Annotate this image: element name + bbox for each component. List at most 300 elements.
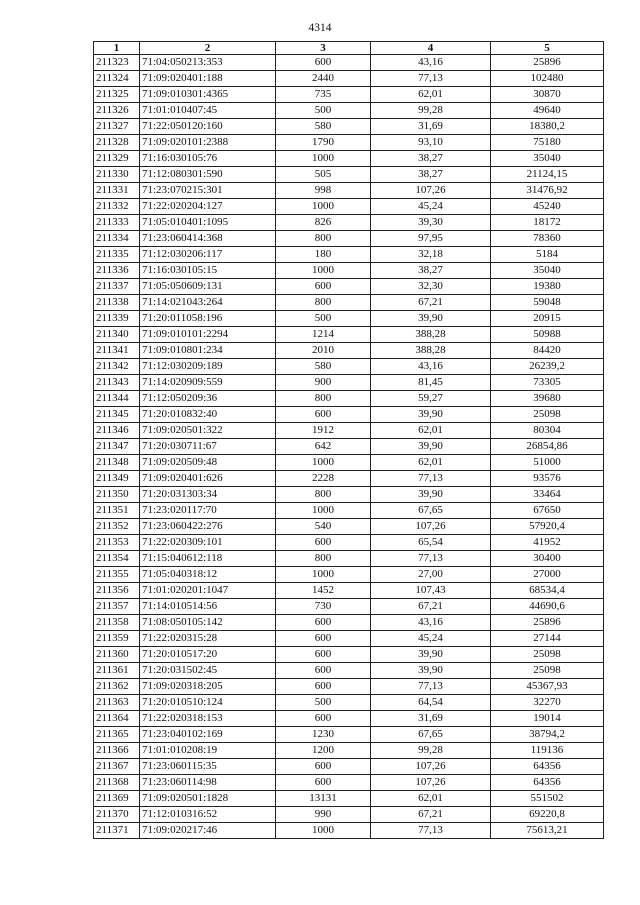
cell-cadastral-number: 71:09:020318:205 bbox=[140, 679, 276, 695]
cell-cadastral-number: 71:14:020909:559 bbox=[140, 375, 276, 391]
cell-value: 59048 bbox=[491, 295, 604, 311]
cell-area: 2440 bbox=[276, 71, 371, 87]
cell-value: 35040 bbox=[491, 151, 604, 167]
cell-rate: 62,01 bbox=[371, 455, 491, 471]
cell-row-number: 211363 bbox=[94, 695, 140, 711]
cell-cadastral-number: 71:05:010401:1095 bbox=[140, 215, 276, 231]
cell-area: 500 bbox=[276, 695, 371, 711]
cell-row-number: 211323 bbox=[94, 55, 140, 71]
cell-row-number: 211325 bbox=[94, 87, 140, 103]
table-row bbox=[94, 263, 604, 279]
cell-cadastral-number: 71:09:020501:322 bbox=[140, 423, 276, 439]
cell-area: 500 bbox=[276, 311, 371, 327]
table-row bbox=[94, 87, 604, 103]
cell-area: 1200 bbox=[276, 743, 371, 759]
table-body bbox=[94, 55, 604, 839]
cell-area: 800 bbox=[276, 551, 371, 567]
cell-area: 1790 bbox=[276, 135, 371, 151]
cell-cadastral-number: 71:01:020201:1047 bbox=[140, 583, 276, 599]
cell-cadastral-number: 71:15:040612:118 bbox=[140, 551, 276, 567]
cell-cadastral-number: 71:12:010316:52 bbox=[140, 807, 276, 823]
table-row bbox=[94, 535, 604, 551]
cell-rate: 67,21 bbox=[371, 295, 491, 311]
cell-row-number: 211361 bbox=[94, 663, 140, 679]
cell-area: 600 bbox=[276, 279, 371, 295]
cell-cadastral-number: 71:14:010514:56 bbox=[140, 599, 276, 615]
cell-area: 1000 bbox=[276, 567, 371, 583]
table-row bbox=[94, 375, 604, 391]
table-row bbox=[94, 599, 604, 615]
cell-value: 25098 bbox=[491, 407, 604, 423]
cell-area: 1452 bbox=[276, 583, 371, 599]
cell-value: 27000 bbox=[491, 567, 604, 583]
cell-cadastral-number: 71:23:040102:169 bbox=[140, 727, 276, 743]
cell-rate: 93,10 bbox=[371, 135, 491, 151]
cell-row-number: 211355 bbox=[94, 567, 140, 583]
cell-value: 102480 bbox=[491, 71, 604, 87]
cell-area: 600 bbox=[276, 679, 371, 695]
cell-cadastral-number: 71:20:031303:34 bbox=[140, 487, 276, 503]
cell-area: 600 bbox=[276, 631, 371, 647]
cell-area: 990 bbox=[276, 807, 371, 823]
cell-row-number: 211337 bbox=[94, 279, 140, 295]
table-row bbox=[94, 663, 604, 679]
cell-cadastral-number: 71:12:050209:36 bbox=[140, 391, 276, 407]
cell-row-number: 211332 bbox=[94, 199, 140, 215]
cell-area: 1000 bbox=[276, 263, 371, 279]
cell-area: 540 bbox=[276, 519, 371, 535]
cell-value: 21124,15 bbox=[491, 167, 604, 183]
cell-row-number: 211342 bbox=[94, 359, 140, 375]
cell-cadastral-number: 71:20:010832:40 bbox=[140, 407, 276, 423]
cell-value: 31476,92 bbox=[491, 183, 604, 199]
cell-row-number: 211333 bbox=[94, 215, 140, 231]
cell-value: 25896 bbox=[491, 615, 604, 631]
cell-rate: 39,90 bbox=[371, 439, 491, 455]
table-row bbox=[94, 327, 604, 343]
cell-row-number: 211368 bbox=[94, 775, 140, 791]
column-header-2: 2 bbox=[140, 42, 276, 55]
cell-cadastral-number: 71:09:010801:234 bbox=[140, 343, 276, 359]
cell-cadastral-number: 71:09:020101:2388 bbox=[140, 135, 276, 151]
cell-value: 44690,6 bbox=[491, 599, 604, 615]
table-row bbox=[94, 647, 604, 663]
cell-rate: 64,54 bbox=[371, 695, 491, 711]
cell-cadastral-number: 71:09:020217:46 bbox=[140, 823, 276, 839]
cell-rate: 388,28 bbox=[371, 327, 491, 343]
cell-area: 826 bbox=[276, 215, 371, 231]
table-row bbox=[94, 343, 604, 359]
cell-cadastral-number: 71:23:060414:368 bbox=[140, 231, 276, 247]
cell-area: 998 bbox=[276, 183, 371, 199]
table-row bbox=[94, 807, 604, 823]
cell-rate: 38,27 bbox=[371, 151, 491, 167]
table-row bbox=[94, 791, 604, 807]
cell-rate: 107,26 bbox=[371, 183, 491, 199]
data-table bbox=[93, 41, 604, 839]
table-row bbox=[94, 631, 604, 647]
cell-area: 1000 bbox=[276, 199, 371, 215]
cell-value: 80304 bbox=[491, 423, 604, 439]
cell-rate: 45,24 bbox=[371, 199, 491, 215]
cell-value: 73305 bbox=[491, 375, 604, 391]
cell-rate: 107,26 bbox=[371, 519, 491, 535]
cell-value: 5184 bbox=[491, 247, 604, 263]
cell-value: 25098 bbox=[491, 663, 604, 679]
cell-value: 551502 bbox=[491, 791, 604, 807]
cell-area: 800 bbox=[276, 391, 371, 407]
cell-value: 50988 bbox=[491, 327, 604, 343]
cell-area: 1230 bbox=[276, 727, 371, 743]
cell-rate: 67,21 bbox=[371, 599, 491, 615]
cell-cadastral-number: 71:16:030105:15 bbox=[140, 263, 276, 279]
cell-area: 800 bbox=[276, 231, 371, 247]
table-row bbox=[94, 823, 604, 839]
cell-row-number: 211371 bbox=[94, 823, 140, 839]
cell-rate: 77,13 bbox=[371, 679, 491, 695]
cell-value: 93576 bbox=[491, 471, 604, 487]
cell-rate: 39,90 bbox=[371, 663, 491, 679]
table-row bbox=[94, 551, 604, 567]
cell-value: 32270 bbox=[491, 695, 604, 711]
cell-value: 18380,2 bbox=[491, 119, 604, 135]
column-header-5: 5 bbox=[491, 42, 604, 55]
table-row bbox=[94, 743, 604, 759]
cell-cadastral-number: 71:12:030206:117 bbox=[140, 247, 276, 263]
cell-value: 68534,4 bbox=[491, 583, 604, 599]
cell-row-number: 211356 bbox=[94, 583, 140, 599]
cell-cadastral-number: 71:01:010208:19 bbox=[140, 743, 276, 759]
cell-value: 26239,2 bbox=[491, 359, 604, 375]
cell-cadastral-number: 71:23:060422:276 bbox=[140, 519, 276, 535]
cell-rate: 67,21 bbox=[371, 807, 491, 823]
cell-cadastral-number: 71:22:020315:28 bbox=[140, 631, 276, 647]
cell-value: 67650 bbox=[491, 503, 604, 519]
cell-area: 600 bbox=[276, 535, 371, 551]
cell-area: 600 bbox=[276, 55, 371, 71]
cell-row-number: 211335 bbox=[94, 247, 140, 263]
cell-area: 180 bbox=[276, 247, 371, 263]
cell-cadastral-number: 71:20:010510:124 bbox=[140, 695, 276, 711]
cell-area: 800 bbox=[276, 487, 371, 503]
cell-area: 13131 bbox=[276, 791, 371, 807]
cell-row-number: 211345 bbox=[94, 407, 140, 423]
table-row bbox=[94, 199, 604, 215]
cell-area: 2228 bbox=[276, 471, 371, 487]
cell-area: 1214 bbox=[276, 327, 371, 343]
cell-area: 600 bbox=[276, 615, 371, 631]
table-row bbox=[94, 167, 604, 183]
table-row bbox=[94, 503, 604, 519]
table-row bbox=[94, 215, 604, 231]
cell-value: 38794,2 bbox=[491, 727, 604, 743]
cell-cadastral-number: 71:09:010301:4365 bbox=[140, 87, 276, 103]
cell-rate: 27,00 bbox=[371, 567, 491, 583]
cell-value: 18172 bbox=[491, 215, 604, 231]
cell-area: 600 bbox=[276, 663, 371, 679]
cell-area: 580 bbox=[276, 119, 371, 135]
column-header-4: 4 bbox=[371, 42, 491, 55]
cell-row-number: 211324 bbox=[94, 71, 140, 87]
cell-rate: 67,65 bbox=[371, 727, 491, 743]
cell-rate: 388,28 bbox=[371, 343, 491, 359]
cell-rate: 77,13 bbox=[371, 823, 491, 839]
cell-value: 69220,8 bbox=[491, 807, 604, 823]
cell-value: 119136 bbox=[491, 743, 604, 759]
cell-area: 1000 bbox=[276, 151, 371, 167]
table-row bbox=[94, 423, 604, 439]
cell-area: 600 bbox=[276, 711, 371, 727]
cell-row-number: 211354 bbox=[94, 551, 140, 567]
cell-cadastral-number: 71:16:030105:76 bbox=[140, 151, 276, 167]
cell-rate: 31,69 bbox=[371, 711, 491, 727]
cell-rate: 45,24 bbox=[371, 631, 491, 647]
header-row bbox=[94, 42, 604, 55]
cell-rate: 107,26 bbox=[371, 759, 491, 775]
table-row bbox=[94, 279, 604, 295]
cell-row-number: 211351 bbox=[94, 503, 140, 519]
cell-rate: 65,54 bbox=[371, 535, 491, 551]
cell-rate: 59,27 bbox=[371, 391, 491, 407]
cell-cadastral-number: 71:08:050105:142 bbox=[140, 615, 276, 631]
cell-rate: 38,27 bbox=[371, 263, 491, 279]
cell-rate: 43,16 bbox=[371, 55, 491, 71]
cell-area: 730 bbox=[276, 599, 371, 615]
cell-rate: 39,90 bbox=[371, 407, 491, 423]
cell-value: 30400 bbox=[491, 551, 604, 567]
cell-value: 30870 bbox=[491, 87, 604, 103]
cell-cadastral-number: 71:14:021043:264 bbox=[140, 295, 276, 311]
cell-row-number: 211327 bbox=[94, 119, 140, 135]
cell-row-number: 211341 bbox=[94, 343, 140, 359]
cell-row-number: 211326 bbox=[94, 103, 140, 119]
cell-rate: 62,01 bbox=[371, 87, 491, 103]
table-row bbox=[94, 679, 604, 695]
cell-cadastral-number: 71:20:010517:20 bbox=[140, 647, 276, 663]
cell-rate: 39,90 bbox=[371, 647, 491, 663]
cell-value: 75180 bbox=[491, 135, 604, 151]
cell-row-number: 211338 bbox=[94, 295, 140, 311]
cell-value: 25098 bbox=[491, 647, 604, 663]
cell-cadastral-number: 71:22:020318:153 bbox=[140, 711, 276, 727]
cell-area: 2010 bbox=[276, 343, 371, 359]
cell-area: 600 bbox=[276, 647, 371, 663]
cell-area: 1000 bbox=[276, 823, 371, 839]
cell-rate: 77,13 bbox=[371, 71, 491, 87]
cell-rate: 32,18 bbox=[371, 247, 491, 263]
cell-row-number: 211328 bbox=[94, 135, 140, 151]
column-header-3: 3 bbox=[276, 42, 371, 55]
cell-rate: 39,90 bbox=[371, 311, 491, 327]
table-row bbox=[94, 567, 604, 583]
cell-row-number: 211369 bbox=[94, 791, 140, 807]
cell-value: 84420 bbox=[491, 343, 604, 359]
cell-row-number: 211366 bbox=[94, 743, 140, 759]
cell-row-number: 211352 bbox=[94, 519, 140, 535]
cell-area: 600 bbox=[276, 775, 371, 791]
table-row bbox=[94, 359, 604, 375]
cell-value: 78360 bbox=[491, 231, 604, 247]
table-row bbox=[94, 759, 604, 775]
cell-row-number: 211340 bbox=[94, 327, 140, 343]
cell-row-number: 211344 bbox=[94, 391, 140, 407]
cell-rate: 107,43 bbox=[371, 583, 491, 599]
cell-cadastral-number: 71:09:020401:626 bbox=[140, 471, 276, 487]
cell-row-number: 211350 bbox=[94, 487, 140, 503]
cell-area: 600 bbox=[276, 407, 371, 423]
cell-row-number: 211349 bbox=[94, 471, 140, 487]
cell-row-number: 211357 bbox=[94, 599, 140, 615]
cell-row-number: 211330 bbox=[94, 167, 140, 183]
cell-row-number: 211346 bbox=[94, 423, 140, 439]
cell-cadastral-number: 71:22:020204:127 bbox=[140, 199, 276, 215]
cell-area: 642 bbox=[276, 439, 371, 455]
page-number: 4314 bbox=[308, 22, 332, 34]
table-row bbox=[94, 471, 604, 487]
cell-value: 19380 bbox=[491, 279, 604, 295]
table-row bbox=[94, 487, 604, 503]
cell-rate: 62,01 bbox=[371, 791, 491, 807]
cell-row-number: 211347 bbox=[94, 439, 140, 455]
cell-value: 49640 bbox=[491, 103, 604, 119]
cell-value: 45367,93 bbox=[491, 679, 604, 695]
table-row bbox=[94, 71, 604, 87]
cell-value: 27144 bbox=[491, 631, 604, 647]
cell-area: 500 bbox=[276, 103, 371, 119]
cell-value: 57920,4 bbox=[491, 519, 604, 535]
cell-cadastral-number: 71:20:030711:67 bbox=[140, 439, 276, 455]
cell-cadastral-number: 71:09:020401:188 bbox=[140, 71, 276, 87]
cell-rate: 31,69 bbox=[371, 119, 491, 135]
cell-cadastral-number: 71:23:060114:98 bbox=[140, 775, 276, 791]
cell-cadastral-number: 71:01:010407:45 bbox=[140, 103, 276, 119]
cell-value: 35040 bbox=[491, 263, 604, 279]
cell-value: 51000 bbox=[491, 455, 604, 471]
cell-row-number: 211364 bbox=[94, 711, 140, 727]
cell-row-number: 211343 bbox=[94, 375, 140, 391]
table-row bbox=[94, 775, 604, 791]
cell-value: 75613,21 bbox=[491, 823, 604, 839]
cell-row-number: 211331 bbox=[94, 183, 140, 199]
table-row bbox=[94, 119, 604, 135]
table-header bbox=[94, 42, 604, 55]
cell-rate: 39,30 bbox=[371, 215, 491, 231]
cell-rate: 81,45 bbox=[371, 375, 491, 391]
cell-cadastral-number: 71:23:060115:35 bbox=[140, 759, 276, 775]
cell-rate: 99,28 bbox=[371, 743, 491, 759]
cell-cadastral-number: 71:12:080301:590 bbox=[140, 167, 276, 183]
cell-rate: 77,13 bbox=[371, 471, 491, 487]
cell-value: 19014 bbox=[491, 711, 604, 727]
cell-rate: 77,13 bbox=[371, 551, 491, 567]
table-row bbox=[94, 407, 604, 423]
cell-area: 505 bbox=[276, 167, 371, 183]
cell-cadastral-number: 71:22:050120:160 bbox=[140, 119, 276, 135]
cell-value: 33464 bbox=[491, 487, 604, 503]
table-row bbox=[94, 583, 604, 599]
cell-value: 20915 bbox=[491, 311, 604, 327]
cell-row-number: 211367 bbox=[94, 759, 140, 775]
cell-area: 1912 bbox=[276, 423, 371, 439]
cell-rate: 99,28 bbox=[371, 103, 491, 119]
cell-area: 1000 bbox=[276, 503, 371, 519]
cell-cadastral-number: 71:12:030209:189 bbox=[140, 359, 276, 375]
table-row bbox=[94, 615, 604, 631]
cell-row-number: 211336 bbox=[94, 263, 140, 279]
cell-rate: 97,95 bbox=[371, 231, 491, 247]
table-row bbox=[94, 311, 604, 327]
cell-cadastral-number: 71:09:020501:1828 bbox=[140, 791, 276, 807]
table-row bbox=[94, 183, 604, 199]
table-row bbox=[94, 455, 604, 471]
table-row bbox=[94, 439, 604, 455]
cell-row-number: 211370 bbox=[94, 807, 140, 823]
cell-rate: 62,01 bbox=[371, 423, 491, 439]
table-row bbox=[94, 391, 604, 407]
cell-rate: 38,27 bbox=[371, 167, 491, 183]
cell-cadastral-number: 71:09:020509:48 bbox=[140, 455, 276, 471]
cell-area: 600 bbox=[276, 759, 371, 775]
cell-value: 45240 bbox=[491, 199, 604, 215]
cell-rate: 107,26 bbox=[371, 775, 491, 791]
cell-value: 25896 bbox=[491, 55, 604, 71]
table-row bbox=[94, 695, 604, 711]
cell-value: 26854,86 bbox=[491, 439, 604, 455]
table-row bbox=[94, 135, 604, 151]
cell-rate: 43,16 bbox=[371, 615, 491, 631]
table-row bbox=[94, 151, 604, 167]
cell-cadastral-number: 71:04:050213:353 bbox=[140, 55, 276, 71]
cell-row-number: 211359 bbox=[94, 631, 140, 647]
cell-cadastral-number: 71:22:020309:101 bbox=[140, 535, 276, 551]
cell-cadastral-number: 71:09:010101:2294 bbox=[140, 327, 276, 343]
cell-row-number: 211365 bbox=[94, 727, 140, 743]
cell-cadastral-number: 71:20:031502:45 bbox=[140, 663, 276, 679]
cell-cadastral-number: 71:05:040318:12 bbox=[140, 567, 276, 583]
cell-row-number: 211358 bbox=[94, 615, 140, 631]
table-row bbox=[94, 711, 604, 727]
table-row bbox=[94, 519, 604, 535]
cell-row-number: 211362 bbox=[94, 679, 140, 695]
table-row bbox=[94, 103, 604, 119]
cell-area: 900 bbox=[276, 375, 371, 391]
table-row bbox=[94, 727, 604, 743]
cell-area: 735 bbox=[276, 87, 371, 103]
table-row bbox=[94, 295, 604, 311]
cell-row-number: 211360 bbox=[94, 647, 140, 663]
cell-area: 1000 bbox=[276, 455, 371, 471]
cell-rate: 67,65 bbox=[371, 503, 491, 519]
cell-rate: 32,30 bbox=[371, 279, 491, 295]
table-row bbox=[94, 231, 604, 247]
cell-cadastral-number: 71:05:050609:131 bbox=[140, 279, 276, 295]
cell-row-number: 211353 bbox=[94, 535, 140, 551]
cell-cadastral-number: 71:20:011058:196 bbox=[140, 311, 276, 327]
cell-row-number: 211348 bbox=[94, 455, 140, 471]
cell-value: 64356 bbox=[491, 759, 604, 775]
cell-cadastral-number: 71:23:020117:70 bbox=[140, 503, 276, 519]
cell-row-number: 211334 bbox=[94, 231, 140, 247]
cell-value: 64356 bbox=[491, 775, 604, 791]
table-row bbox=[94, 55, 604, 71]
cell-row-number: 211339 bbox=[94, 311, 140, 327]
cell-cadastral-number: 71:23:070215:301 bbox=[140, 183, 276, 199]
cell-area: 580 bbox=[276, 359, 371, 375]
cell-value: 41952 bbox=[491, 535, 604, 551]
cell-rate: 39,90 bbox=[371, 487, 491, 503]
table-row bbox=[94, 247, 604, 263]
column-header-1: 1 bbox=[94, 42, 140, 55]
